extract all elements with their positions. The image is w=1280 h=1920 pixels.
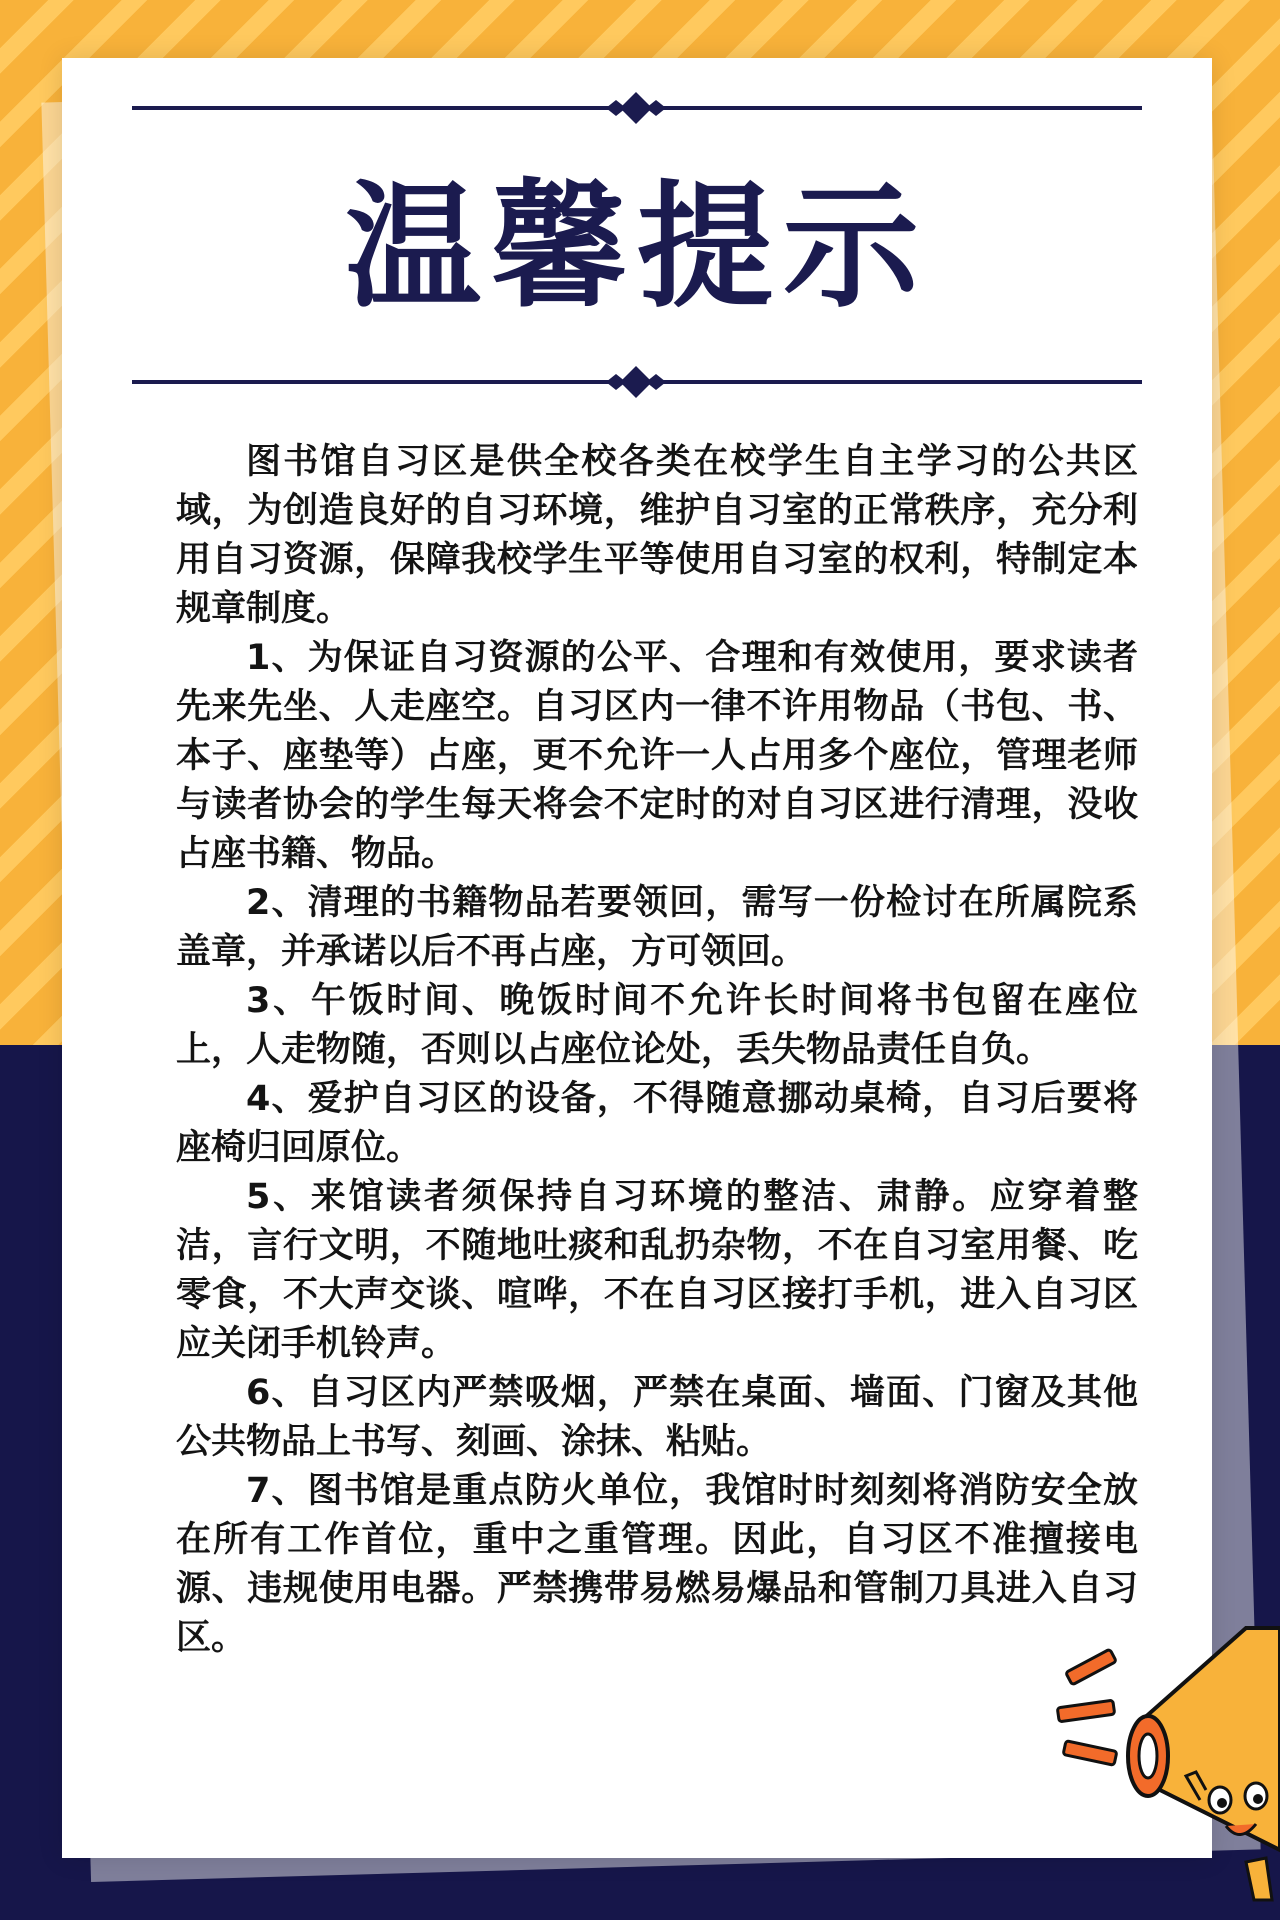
- rule-item-1: 1、为保证自习资源的公平、合理和有效使用，要求读者先来先坐、人走座空。自习区内一律不许用物品（书包、书、本子、座垫等）占座，更不允许一人占用多个座位，管理老师与读者协会的学生每天将会不定时的对自习区进行清理，没收占座书籍、物品。: [176, 638, 1138, 874]
- diamond-ornament-icon: [596, 362, 676, 402]
- notice-body: [176, 438, 1138, 1663]
- megaphone-mascot-icon: [1050, 1600, 1280, 1910]
- diamond-ornament-icon: [596, 88, 676, 128]
- page-title: 温馨提示: [345, 169, 929, 327]
- rule-item-2: 2、清理的书籍物品若要领回，需写一份检讨在所属院系盖章，并承诺以后不再占座，方可领回。: [176, 883, 1138, 972]
- intro-paragraph: 图书馆自习区是供全校各类在校学生自主学习的公共区域，为创造良好的自习环境，维护自习室的正常秩序，充分利用自习资源，保障我校学生平等使用自习室的权利，特制定本规章制度。: [176, 442, 1138, 629]
- rule-item-4: 4、爱护自习区的设备，不得随意挪动桌椅，自习后要将座椅归回原位。: [176, 1079, 1138, 1168]
- rule-item-7: 7、图书馆是重点防火单位，我馆时时刻刻将消防安全放在所有工作首位，重中之重管理。因此，自习区不准擅接电源、违规使用电器。严禁携带易燃易爆品和管制刀具进入自习区。: [176, 1471, 1138, 1658]
- notice-sheet: [62, 58, 1212, 1858]
- rule-item-6: 6、自习区内严禁吸烟，严禁在桌面、墙面、门窗及其他公共物品上书写、刻画、涂抹、粘贴。: [176, 1373, 1138, 1462]
- rule-item-3: 3、午饭时间、晚饭时间不允许长时间将书包留在座位上，人走物随，否则以占座位论处，丢失物品责任自负。: [176, 981, 1138, 1070]
- rule-item-5: 5、来馆读者须保持自习环境的整洁、肃静。应穿着整洁，言行文明，不随地吐痰和乱扔杂物，不在自习室用餐、吃零食，不大声交谈、喧哗，不在自习区接打手机，进入自习区应关闭手机铃声。: [176, 1177, 1138, 1364]
